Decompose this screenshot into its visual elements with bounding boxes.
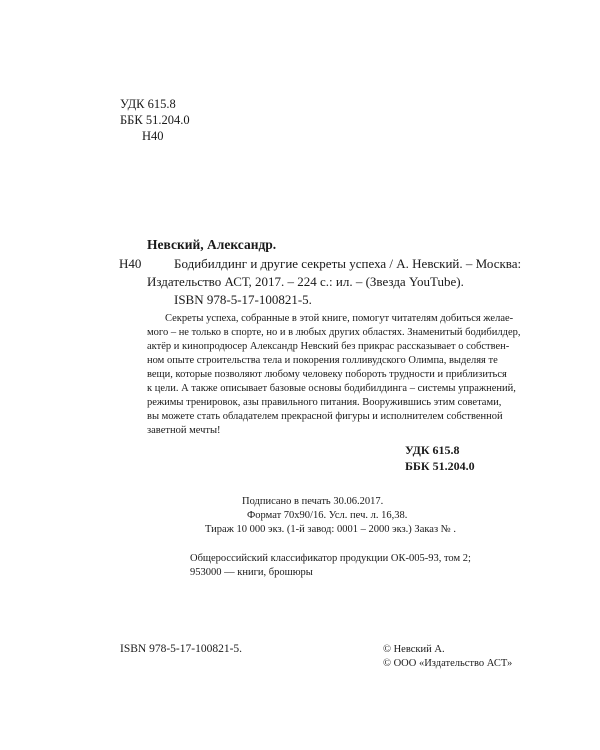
udk-code: УДК 615.8 — [120, 97, 176, 111]
copyright-publisher: © ООО «Издательство АСТ» — [383, 658, 513, 669]
footer-isbn: ISBN 978-5-17-100821-5. — [120, 643, 243, 655]
author-mark: Н40 — [142, 129, 164, 143]
imprint-print-run: Тираж 10 000 экз. (1-й завод: 0001 – 2000 экз.) Заказ № . — [205, 524, 456, 535]
classifier-line-2: 953000 — книги, брошюры — [190, 567, 313, 578]
imprint-format: Формат 70х90/16. Усл. печ. л. 16,38. — [247, 510, 408, 521]
right-bbk-code: ББК 51.204.0 — [405, 459, 475, 473]
annotation — [147, 312, 521, 438]
author-heading: Невский, Александр. — [147, 237, 277, 252]
copyright-author: © Невский А. — [383, 644, 445, 655]
title-line-2: Издательство АСТ, 2017. – 224 с.: ил. – (Звезда YouTube). — [147, 274, 464, 289]
right-udk-code: УДК 615.8 — [405, 443, 460, 457]
annotation-line: актёр и кинопродюсер Александр Невский без прикрас рассказывает о собствен- — [147, 341, 510, 352]
annotation-line: вещи, которые позволяют любому человеку побороть трудности и приблизиться — [147, 369, 507, 380]
annotation-line: мого – не только в спорте, но и в любых других областях. Знаменитый бодибилдер, — [147, 327, 521, 338]
annotation-line: заветной мечты! — [147, 425, 221, 436]
title-line-1: Бодибилдинг и другие секреты успеха / А. Невский. – Москва: — [174, 256, 522, 271]
annotation-line: ном опыте строительства тела и покорения голливудского Олимпа, выделяя те — [147, 355, 498, 366]
annotation-line: вы можете стать обладателем прекрасной фигуры и исполнителем собственной — [147, 411, 503, 422]
annotation-line: режимы тренировок, азы правильного питания. Вооружившись этим советами, — [147, 397, 502, 408]
record-author-mark: Н40 — [119, 256, 142, 271]
annotation-line: Секреты успеха, собранные в этой книге, помогут читателям добиться желае- — [165, 313, 514, 324]
classifier-line-1: Общероссийский классификатор продукции ОК-005-93, том 2; — [190, 553, 471, 564]
bbk-code: ББК 51.204.0 — [120, 113, 190, 127]
record-isbn: ISBN 978-5-17-100821-5. — [174, 292, 312, 307]
annotation-line: к цели. А также описывает базовые основы бодибилдинга – системы упражнений, — [147, 383, 516, 394]
imprint-signed: Подписано в печать 30.06.2017. — [242, 496, 384, 507]
